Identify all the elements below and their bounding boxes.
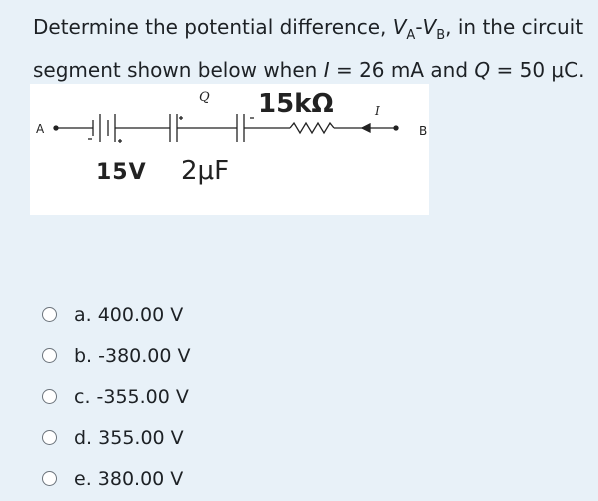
question-line2-suffix: = 50 μC. [490, 58, 585, 82]
va-subscript: A [406, 28, 416, 43]
option-label: c. -355.00 V [74, 385, 189, 408]
va-symbol: V [392, 15, 407, 39]
option-c[interactable] [42, 378, 191, 415]
current-label: I [375, 104, 380, 118]
question-text [33, 10, 589, 87]
question-line1-suffix: , in the circuit [445, 15, 584, 39]
vb-symbol: V [422, 15, 437, 39]
capacitor-label: 2μF [181, 156, 230, 186]
option-label: b. -380.00 V [74, 344, 191, 367]
question-line2-prefix: segment shown below when [33, 58, 324, 82]
option-e[interactable] [42, 460, 191, 497]
node-b-dot [394, 126, 398, 130]
option-d[interactable] [42, 419, 191, 456]
option-a[interactable] [42, 296, 191, 333]
charge-label: Q [199, 90, 210, 105]
radio-button[interactable] [42, 307, 57, 322]
answer-options [42, 296, 191, 501]
battery-label: 15V [96, 160, 147, 185]
radio-button[interactable] [42, 348, 57, 363]
question-line1-prefix: Determine the potential difference, [33, 15, 393, 39]
charge-symbol: Q [474, 58, 491, 82]
question-line2-mid: = 26 mA and [329, 58, 475, 82]
radio-button[interactable] [42, 389, 57, 404]
option-label: e. 380.00 V [74, 467, 184, 490]
option-label: a. 400.00 V [74, 303, 184, 326]
radio-button[interactable] [42, 430, 57, 445]
resistor-zigzag [290, 123, 334, 133]
option-b[interactable] [42, 337, 191, 374]
vb-subscript: B [436, 28, 446, 43]
resistor-label: 15kΩ [258, 89, 334, 119]
dash: - [415, 15, 423, 39]
radio-button[interactable] [42, 471, 57, 486]
node-a-label: A [36, 122, 45, 136]
circuit-drawing [30, 84, 429, 215]
node-b-label: B [419, 124, 428, 138]
option-label: d. 355.00 V [74, 426, 184, 449]
current-symbol: I [323, 58, 330, 82]
current-arrow [362, 124, 370, 132]
circuit-diagram [30, 84, 429, 215]
